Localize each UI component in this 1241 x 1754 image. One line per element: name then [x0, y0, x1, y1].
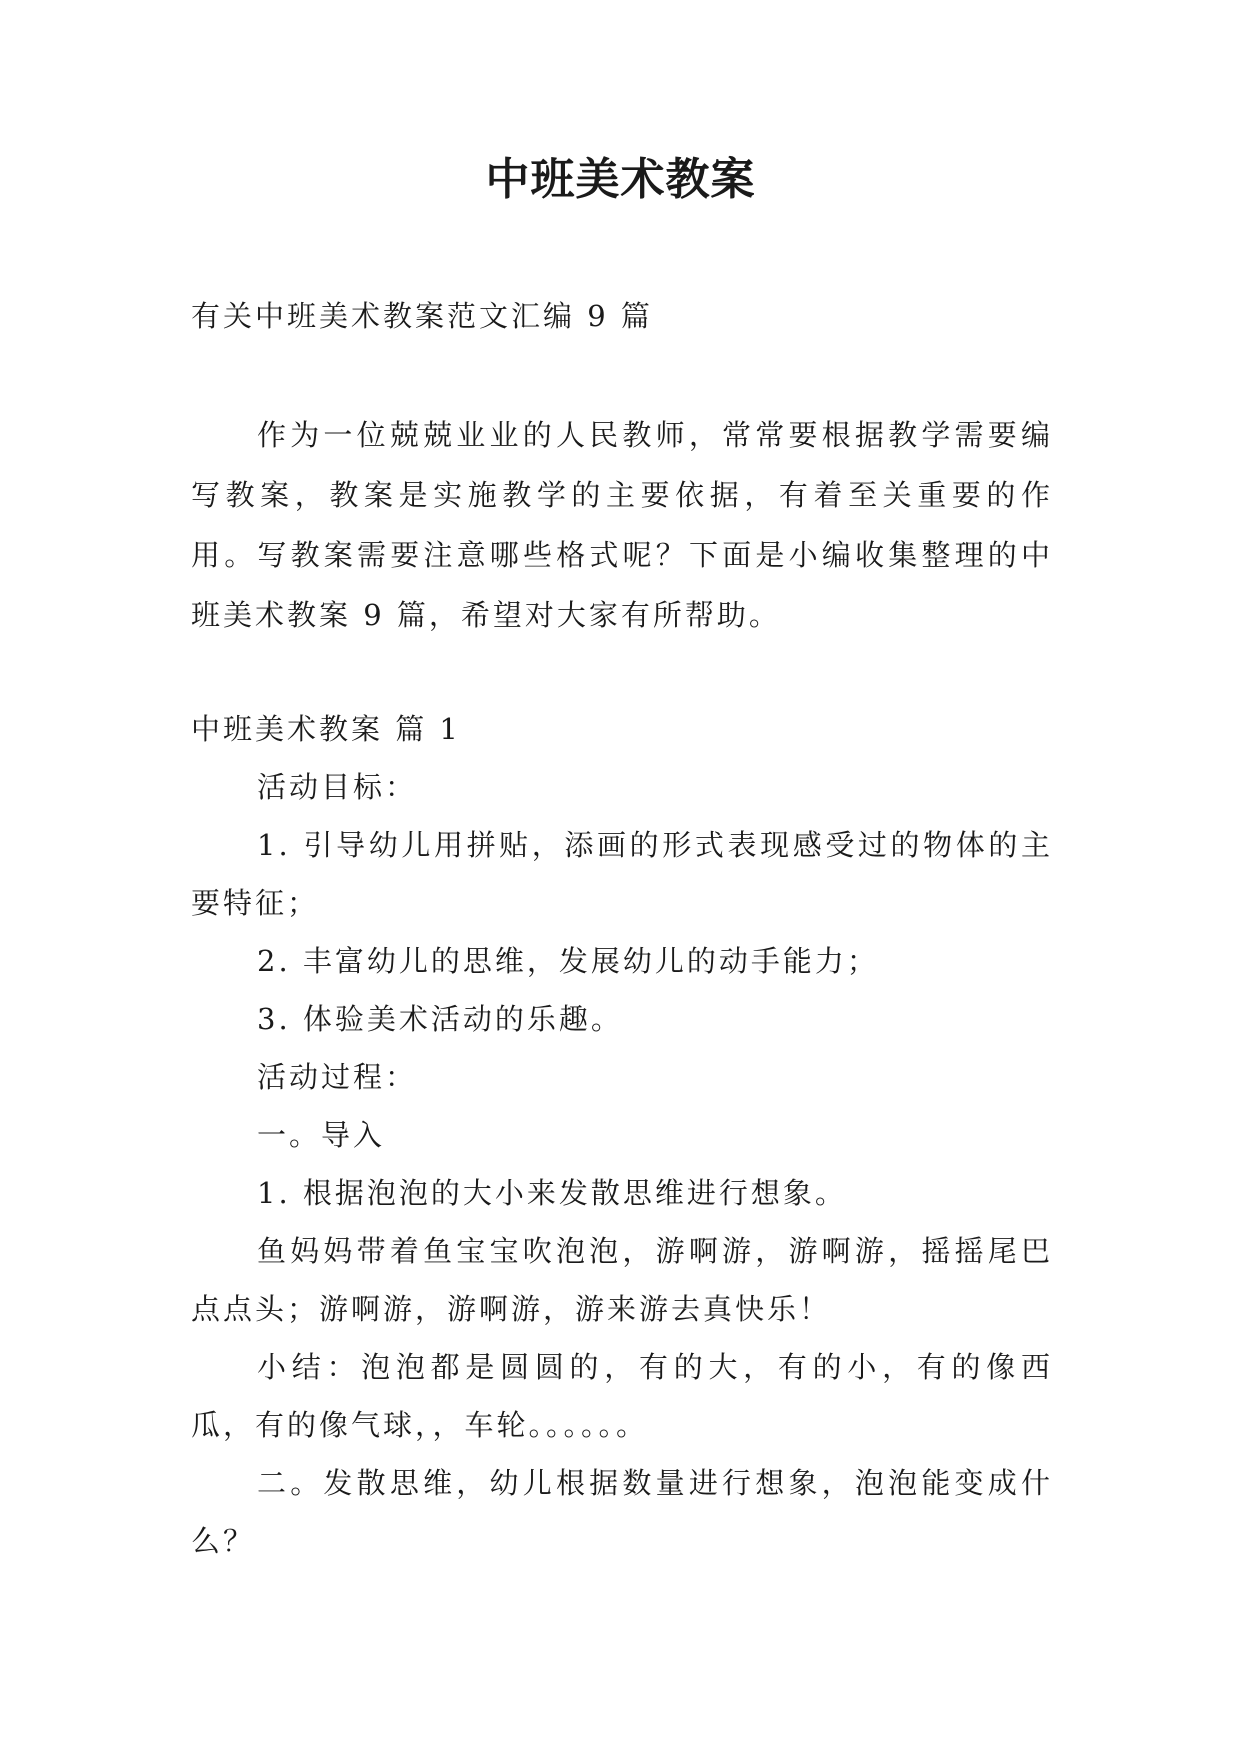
section-heading: 中班美术教案 篇 1 — [191, 712, 461, 746]
intro-paragraph: 作为一位兢兢业业的人民教师，常常要根据教学需要编写教案，教案是实施教学的主要依据，有着至关重要的作用。写教案需要注意哪些格式呢？下面是小编收集整理的中班美术教案 9 篇，希望对大家有所帮助。 — [191, 418, 1053, 632]
song-paragraph: 鱼妈妈带着鱼宝宝吹泡泡，游啊游，游啊游，摇摇尾巴点点头；游啊游，游啊游，游来游去真快乐！ — [191, 1234, 1053, 1326]
objective-item-2: 2. 丰富幼儿的思维，发展幼儿的动手能力； — [257, 944, 879, 978]
step-heading-2: 二。发散思维，幼儿根据数量进行想象，泡泡能变成什么？ — [191, 1466, 1053, 1558]
objectives-label: 活动目标： — [257, 770, 418, 804]
summary-paragraph: 小结：泡泡都是圆圆的，有的大，有的小，有的像西瓜，有的像气球，，车轮。。。。。。 — [191, 1350, 1053, 1442]
process-label: 活动过程： — [257, 1060, 418, 1094]
objective-item-3: 3. 体验美术活动的乐趣。 — [257, 1002, 623, 1036]
document-title: 中班美术教案 — [485, 154, 756, 205]
objective-item-1: 1. 引导幼儿用拼贴，添画的形式表现感受过的物体的主要特征； — [191, 828, 1053, 920]
step-heading-1: 一。导入 — [257, 1118, 386, 1152]
section-1 — [191, 700, 1053, 1570]
step-item-1: 1. 根据泡泡的大小来发散思维进行想象。 — [257, 1176, 847, 1210]
document-subtitle: 有关中班美术教案范文汇编 9 篇 — [191, 299, 653, 333]
